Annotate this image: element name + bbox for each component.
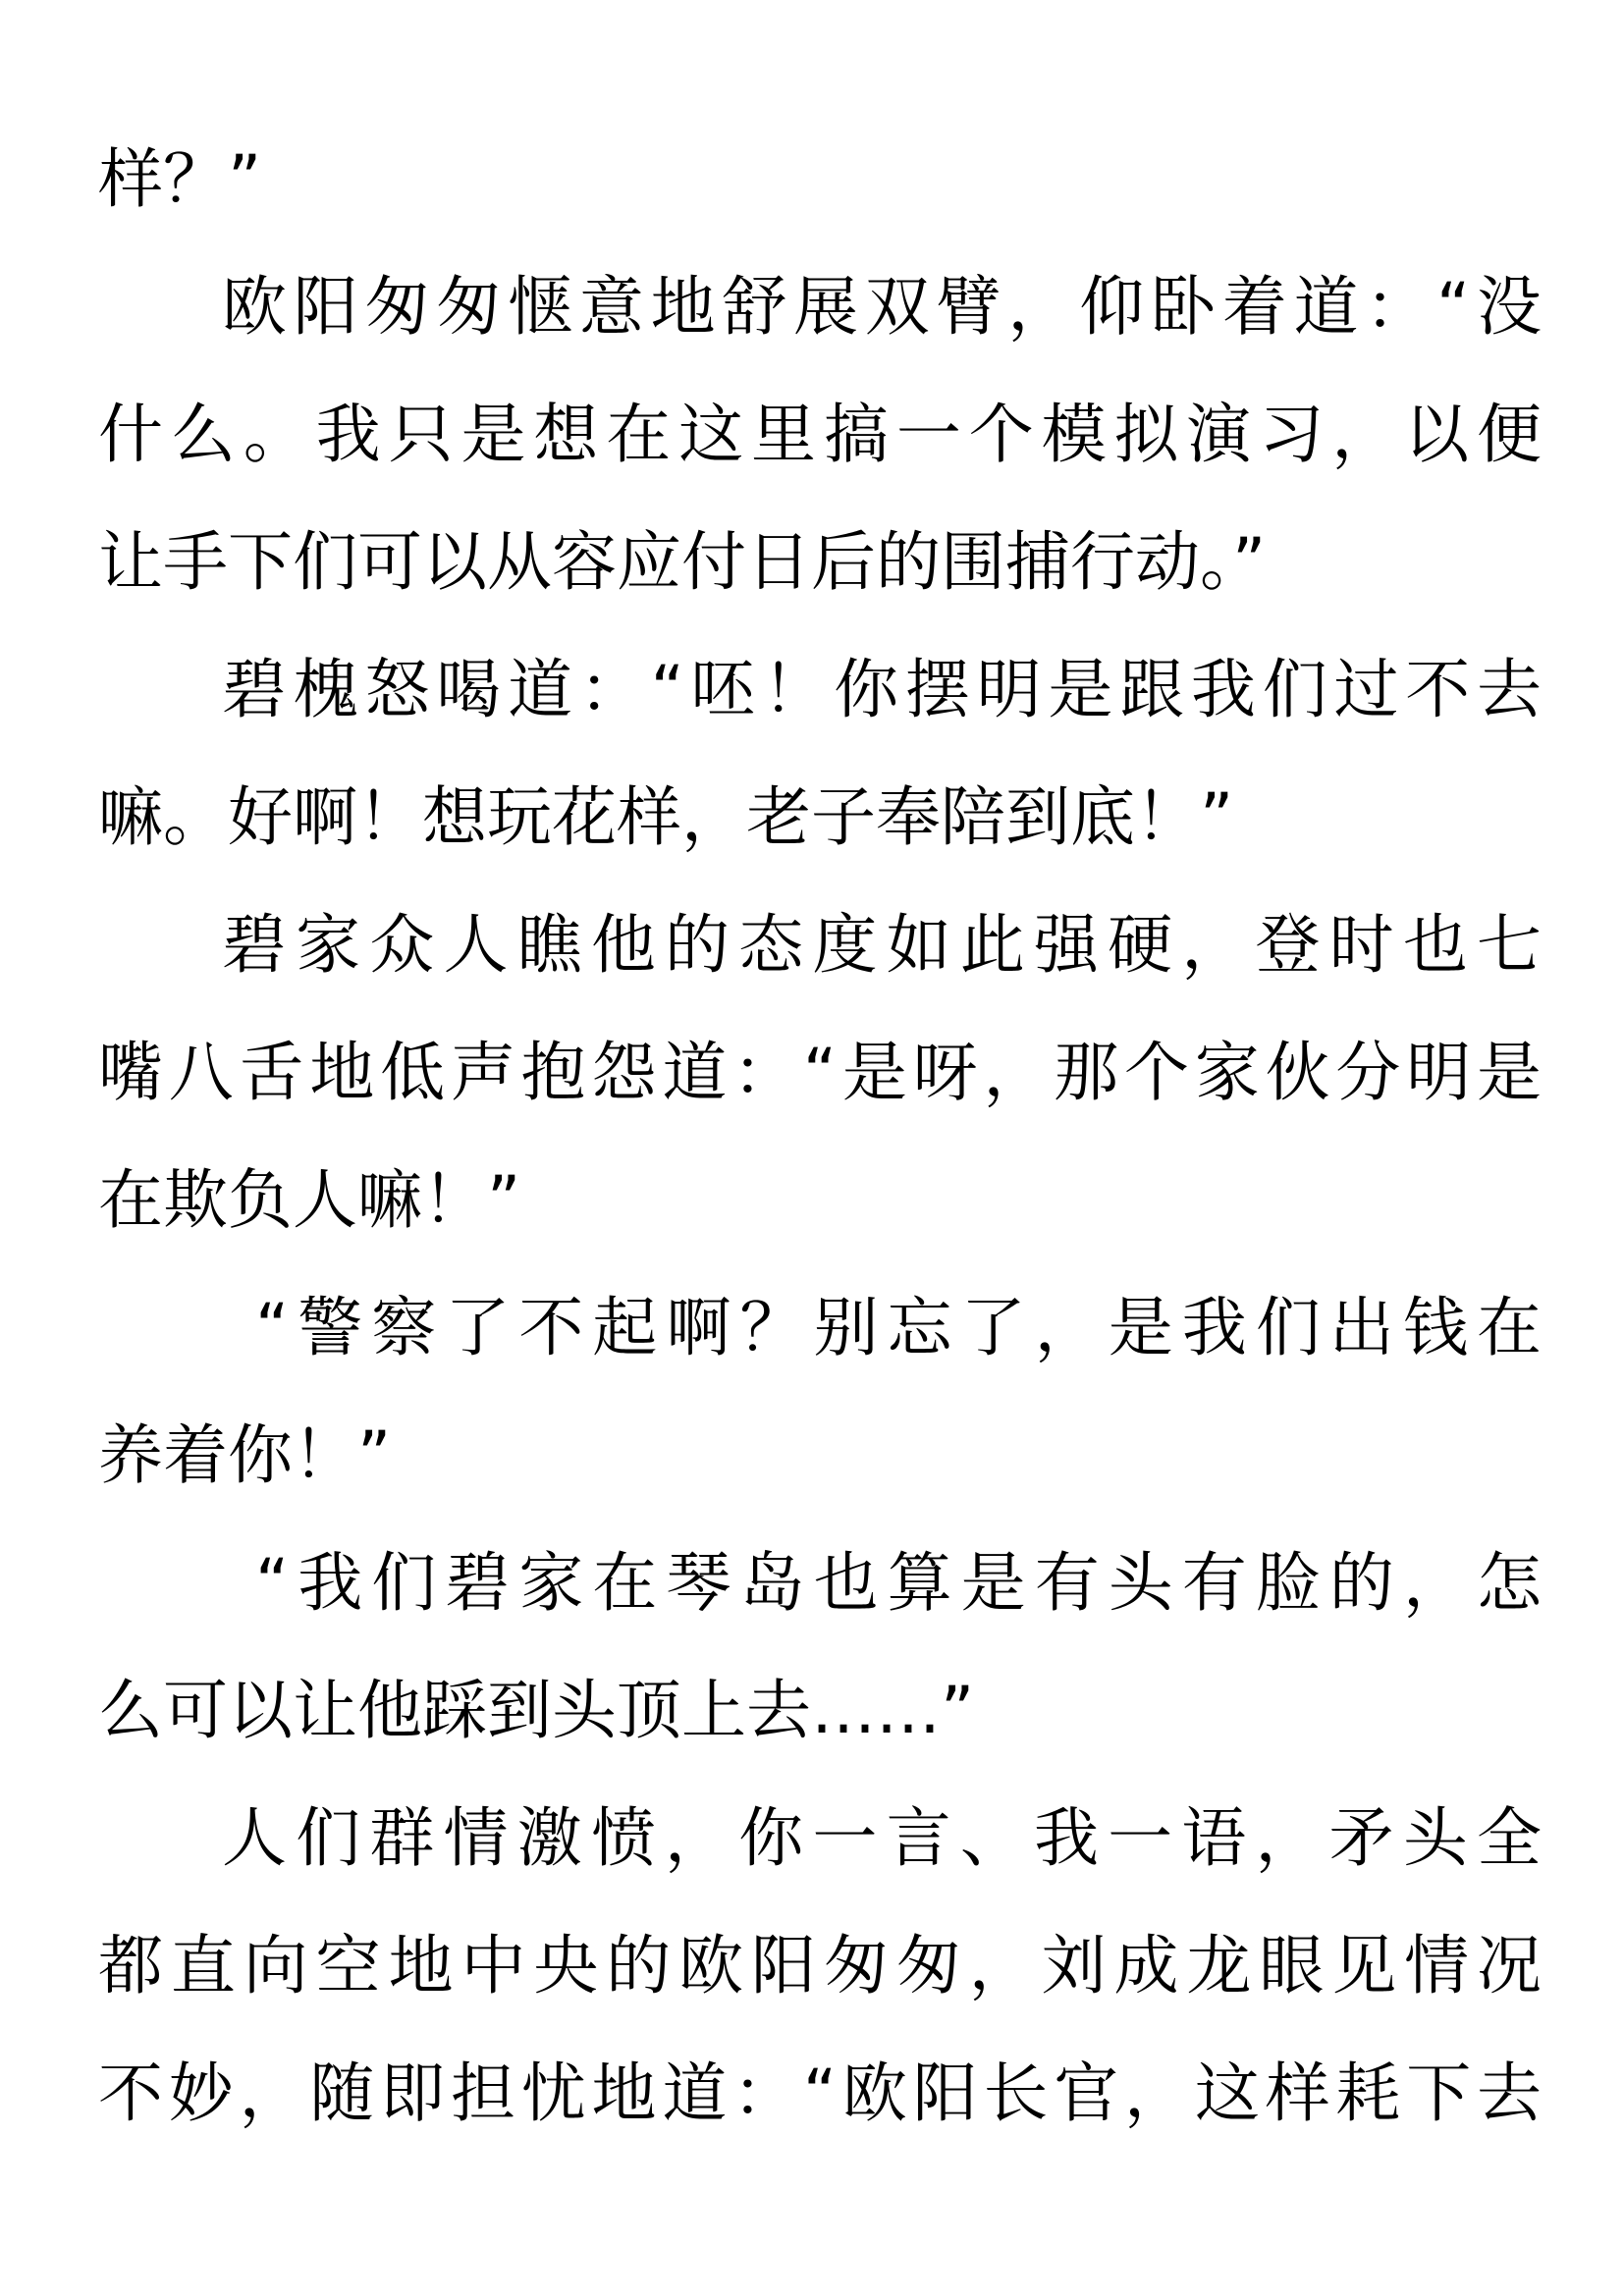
text-line: 让手下们可以从容应付日后的围捕行动。”	[98, 524, 1267, 600]
novel-text-block	[98, 116, 1542, 2158]
text-line: 什么。我只是想在这里搞一个模拟演习，以便	[98, 397, 1542, 472]
text-line: “我们碧家在琴岛也算是有头有脸的，怎	[255, 1545, 1542, 1621]
text-line: 在欺负人嘛！”	[98, 1162, 521, 1238]
text-line: 碧槐怒喝道：“呸！你摆明是跟我们过不去	[222, 652, 1542, 727]
text-line: 嘴八舌地低声抱怨道：“是呀，那个家伙分明是	[98, 1035, 1542, 1110]
text-line: 养着你！”	[98, 1417, 392, 1493]
text-line: 嘛。好啊！想玩花样，老子奉陪到底！”	[98, 779, 1234, 855]
text-line: 都直向空地中央的欧阳匆匆，刘成龙眼见情况	[98, 1928, 1542, 2003]
text-line: 碧家众人瞧他的态度如此强硬，登时也七	[222, 907, 1542, 983]
text-line: 欧阳匆匆惬意地舒展双臂，仰卧着道：“没	[222, 269, 1542, 345]
text-line: 人们群情激愤，你一言、我一语，矛头全	[222, 1800, 1542, 1876]
text-line: 样？”	[98, 141, 262, 217]
text-line: 不妙，随即担忧地道：“欧阳长官，这样耗下去	[98, 2056, 1542, 2131]
text-line: 么可以让他踩到头顶上去……”	[98, 1673, 975, 1748]
text-line: “警察了不起啊？别忘了，是我们出钱在	[255, 1290, 1542, 1365]
